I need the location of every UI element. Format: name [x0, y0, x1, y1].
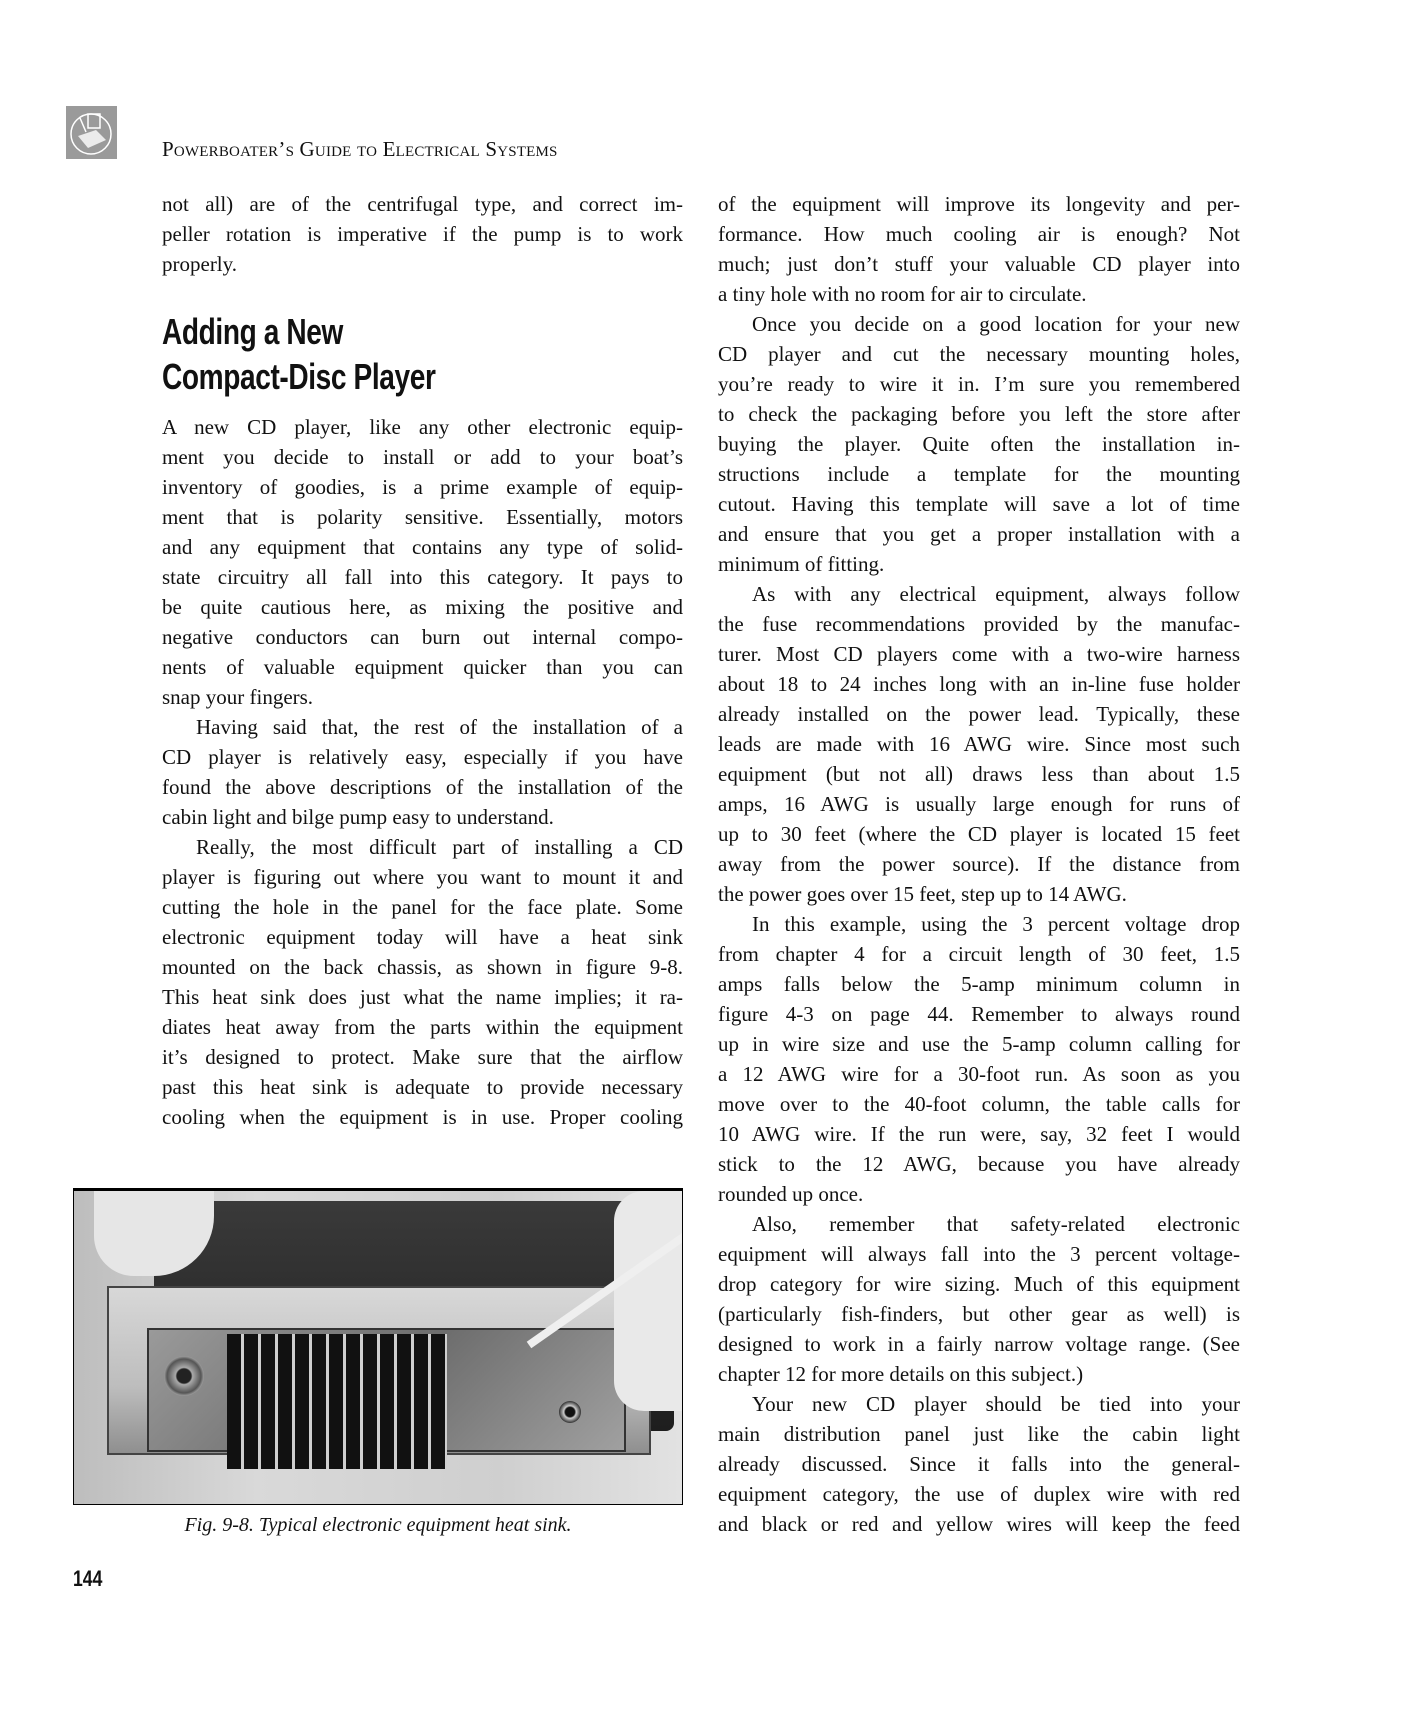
figure-photo-heat-sink [73, 1188, 683, 1505]
text-line: diates heat away from the parts within the equipment [162, 1015, 683, 1039]
paragraph [718, 1389, 1240, 1539]
text-line: and ensure that you get a proper installation with a [718, 522, 1240, 546]
text-line: you’re ready to wire it in. I’m sure you remembered [718, 372, 1240, 396]
paragraph [718, 1209, 1240, 1389]
text-line: leads are made with 16 AWG wire. Since most such [718, 732, 1240, 756]
text-line: up in wire size and use the 5-amp column calling for [718, 1032, 1240, 1056]
text-line: equipment category, the use of duplex wire with red [718, 1482, 1240, 1506]
text-line: be quite cautious here, as mixing the positive and [162, 595, 683, 619]
heat-sink-fins [227, 1334, 447, 1469]
text-line: formance. How much cooling air is enough? Not [718, 222, 1240, 246]
text-line: found the above descriptions of the installation of the [162, 775, 683, 799]
text-line: ment you decide to install or add to your boat’s [162, 445, 683, 469]
section-heading-line-2: Compact-Disc Player [162, 356, 436, 397]
text-line: negative conductors can burn out internal compo- [162, 625, 683, 649]
text-line: rounded up once. [718, 1182, 864, 1206]
paragraph [162, 412, 683, 712]
paragraph [718, 189, 1240, 309]
text-line: the fuse recommendations provided by the manufac- [718, 612, 1240, 636]
text-line: main distribution panel just like the cabin light [718, 1422, 1240, 1446]
text-line: nents of valuable equipment quicker than you can [162, 655, 683, 679]
text-line: CD player and cut the necessary mounting holes, [718, 342, 1240, 366]
finger [614, 1191, 683, 1411]
text-line: chapter 12 for more details on this subject.) [718, 1362, 1084, 1386]
text-line: CD player is relatively easy, especially if you have [162, 745, 683, 769]
text-line: player is figuring out where you want to mount it and [162, 865, 683, 889]
text-line: move over to the 40-foot column, the table calls for [718, 1092, 1240, 1116]
running-head: Powerboater’s Guide to Electrical Systems [162, 137, 558, 161]
text-line: peller rotation is imperative if the pump is to work [162, 222, 683, 246]
antenna-jack [164, 1356, 204, 1396]
text-line: ment that is polarity sensitive. Essentially, motors [162, 505, 683, 529]
text-line: stick to the 12 AWG, because you have already [718, 1152, 1240, 1176]
text-line: state circuitry all fall into this category. It pays to [162, 565, 683, 589]
section-heading [162, 309, 435, 399]
text-line: Once you decide on a good location for your new [752, 312, 1240, 336]
text-line: cabin light and bilge pump easy to understand. [162, 805, 554, 829]
text-line: Having said that, the rest of the installation of a [196, 715, 683, 739]
text-line: cutout. Having this template will save a lot of time [718, 492, 1240, 516]
text-line: minimum of fitting. [718, 552, 885, 576]
text-line: figure 4-3 on page 44. Remember to always round [718, 1002, 1240, 1026]
right-column-body [718, 189, 1240, 1539]
text-line: (particularly fish-finders, but other gear as well) is [718, 1302, 1240, 1326]
text-line: and black or red and yellow wires will keep the feed [718, 1512, 1240, 1536]
text-line: As with any electrical equipment, always follow [752, 582, 1240, 606]
text-line: past this heat sink is adequate to provide necessary [162, 1075, 683, 1099]
text-line: Also, remember that safety-related electronic [752, 1212, 1240, 1236]
text-line: away from the power source). If the distance from [718, 852, 1240, 876]
text-line: mounted on the back chassis, as shown in figure 9-8. [162, 955, 683, 979]
rca-jack [559, 1401, 581, 1423]
text-line: amps falls below the 5-amp minimum column in [718, 972, 1240, 996]
text-line: of the equipment will improve its longevity and per- [718, 192, 1240, 216]
text-line: inventory of goodies, is a prime example of equip- [162, 475, 683, 499]
text-line: it’s designed to protect. Make sure that the airflow [162, 1045, 683, 1069]
text-line: and any equipment that contains any type of solid- [162, 535, 683, 559]
text-line: the power goes over 15 feet, step up to 14 AWG. [718, 882, 1127, 906]
paragraph [718, 909, 1240, 1209]
paragraph [718, 579, 1240, 909]
left-column-intro [162, 189, 683, 279]
left-column-body [162, 412, 683, 1132]
text-line: a 12 AWG wire for a 30-foot run. As soon as you [718, 1062, 1240, 1086]
book-emblem-icon [66, 106, 117, 159]
text-line: This heat sink does just what the name implies; it ra- [162, 985, 683, 1009]
text-line: 10 AWG wire. If the run were, say, 32 feet I would [718, 1122, 1240, 1146]
text-line: amps, 16 AWG is usually large enough for runs of [718, 792, 1240, 816]
text-line: turer. Most CD players come with a two-wire harness [718, 642, 1240, 666]
text-line: equipment will always fall into the 3 percent voltage- [718, 1242, 1240, 1266]
text-line: already discussed. Since it falls into the general- [718, 1452, 1240, 1476]
text-line: much; just don’t stuff your valuable CD player into [718, 252, 1240, 276]
text-line: a tiny hole with no room for air to circulate. [718, 282, 1087, 306]
text-line: cutting the hole in the panel for the face plate. Some [162, 895, 683, 919]
text-line: to check the packaging before you left the store after [718, 402, 1240, 426]
figure-caption: Fig. 9-8. Typical electronic equipment heat sink. [184, 1514, 572, 1536]
text-line: buying the player. Quite often the installation in- [718, 432, 1240, 456]
text-line: already installed on the power lead. Typically, these [718, 702, 1240, 726]
paragraph [718, 309, 1240, 579]
text-line: properly. [162, 252, 238, 276]
text-line: about 18 to 24 inches long with an in-line fuse holder [718, 672, 1240, 696]
text-line: drop category for wire sizing. Much of this equipment [718, 1272, 1240, 1296]
text-line: cooling when the equipment is in use. Proper cooling [162, 1105, 683, 1129]
text-line: equipment (but not all) draws less than about 1.5 [718, 762, 1240, 786]
text-line: structions include a template for the mounting [718, 462, 1240, 486]
text-line: Your new CD player should be tied into your [752, 1392, 1240, 1416]
text-line: electronic equipment today will have a heat sink [162, 925, 683, 949]
paragraph [162, 832, 683, 1132]
text-line: not all) are of the centrifugal type, and correct im- [162, 192, 683, 216]
text-line: up to 30 feet (where the CD player is located 15 feet [718, 822, 1240, 846]
paragraph [162, 189, 683, 279]
section-heading-line-1: Adding a New [162, 311, 343, 352]
text-line: Really, the most difficult part of installing a CD [196, 835, 683, 859]
text-line: snap your fingers. [162, 685, 314, 709]
text-line: from chapter 4 for a circuit length of 30 feet, 1.5 [718, 942, 1240, 966]
text-line: designed to work in a fairly narrow voltage range. (See [718, 1332, 1240, 1356]
page-number: 144 [73, 1566, 103, 1591]
text-line: A new CD player, like any other electronic equip- [162, 415, 683, 439]
paragraph [162, 712, 683, 832]
text-line: In this example, using the 3 percent voltage drop [752, 912, 1240, 936]
